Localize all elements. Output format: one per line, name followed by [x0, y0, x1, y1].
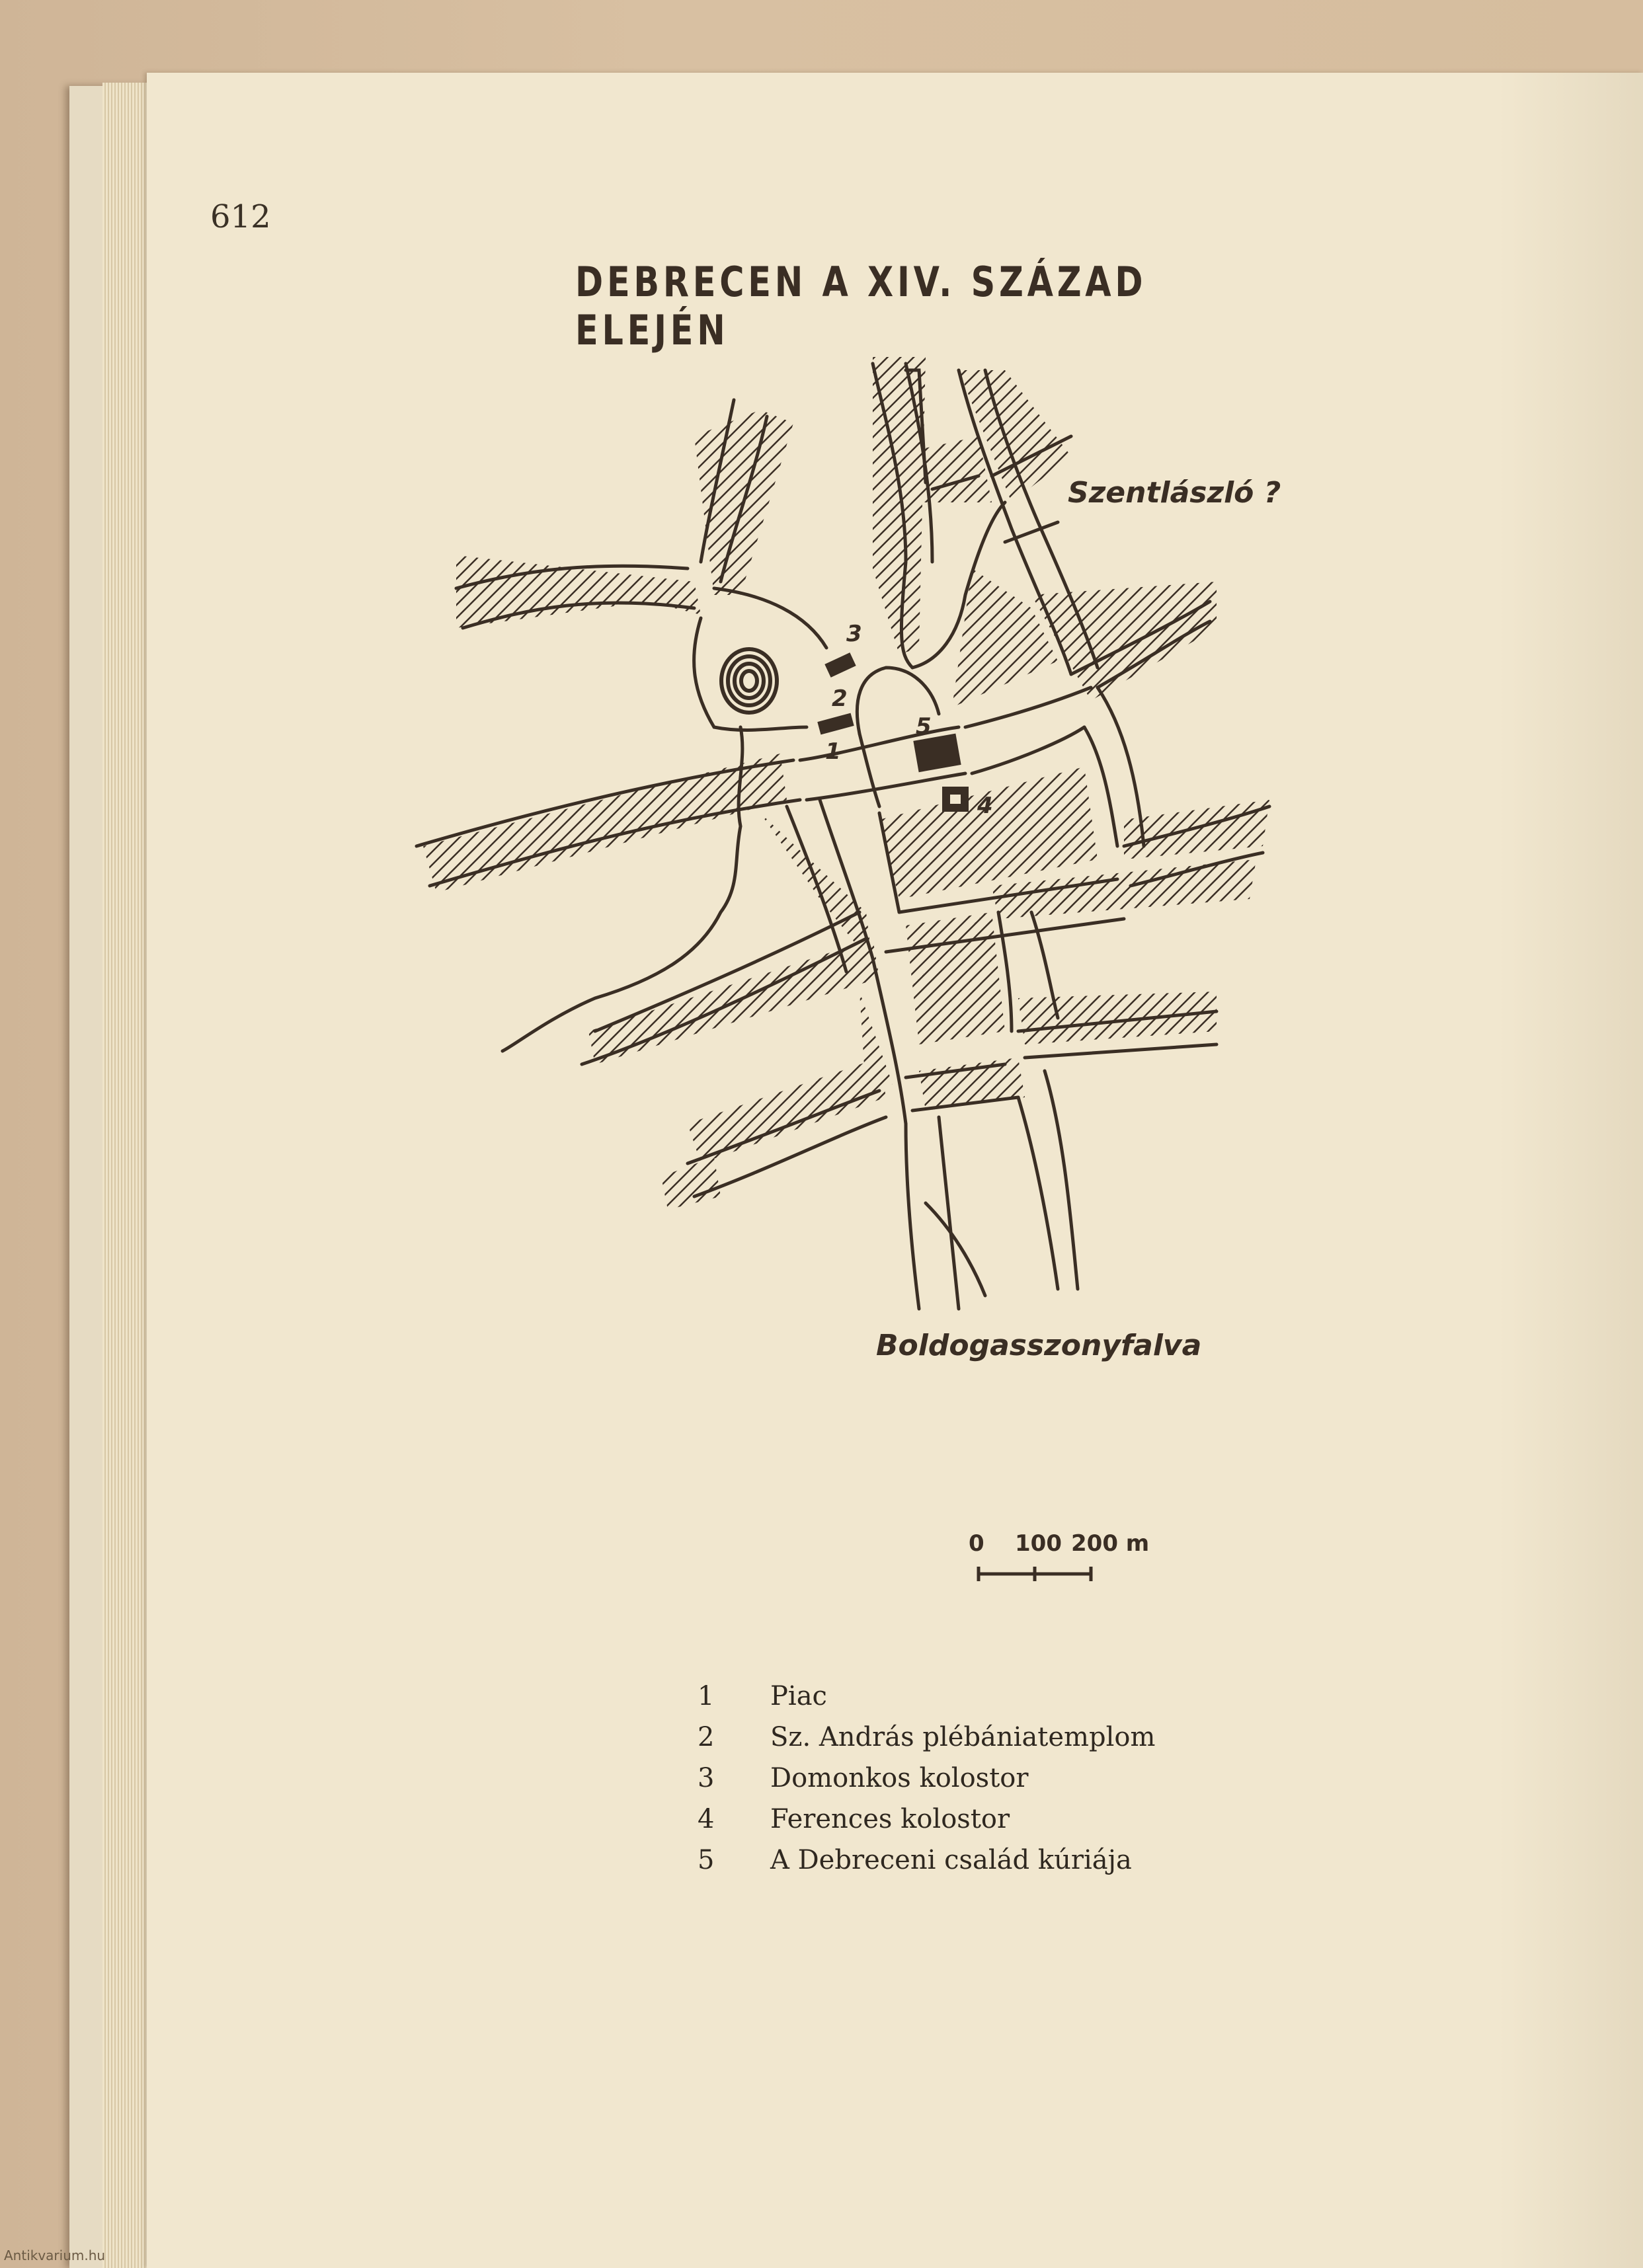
legend-item: [698, 1840, 1293, 1881]
legend-label: Sz. András plébániatemplom: [770, 1722, 1156, 1752]
legend-item: [698, 1717, 1293, 1758]
place-label-boldogasszonyfalva: Boldogasszonyfalva: [876, 1329, 1202, 1362]
market-hill: [721, 649, 777, 713]
map-legend: [698, 1676, 1293, 1881]
legend-number: 3: [698, 1763, 715, 1793]
building-4-window: [950, 795, 961, 804]
legend-item: [698, 1799, 1293, 1840]
watermark: Antikvarium.hu: [4, 2248, 106, 2263]
legend-number: 1: [698, 1681, 715, 1711]
scale-bar: [979, 1567, 1091, 1581]
scale-label-200m: 200 m: [1071, 1530, 1150, 1557]
legend-label: A Debreceni család kúriája: [770, 1845, 1132, 1875]
scale-label-0: 0: [969, 1530, 984, 1557]
legend-number: 5: [698, 1845, 715, 1875]
legend-label: Piac: [770, 1681, 827, 1711]
legend-label: Ferences kolostor: [770, 1804, 1010, 1834]
legend-number: 4: [698, 1804, 715, 1834]
legend-item: [698, 1758, 1293, 1799]
marker-1: 1: [825, 738, 841, 765]
marker-3: 3: [846, 621, 862, 647]
marker-5: 5: [916, 713, 932, 740]
marker-4: 4: [977, 793, 993, 819]
place-label-szentlaszlo: Szentlászló ?: [1068, 476, 1281, 510]
legend-item: [698, 1676, 1293, 1717]
legend-label: Domonkos kolostor: [770, 1763, 1029, 1793]
scale-label-100: 100: [1015, 1530, 1062, 1557]
marker-2: 2: [832, 685, 848, 712]
legend-number: 2: [698, 1722, 715, 1752]
map-title: DEBRECEN A XIV. SZÁZAD ELEJÉN: [575, 258, 1147, 354]
page-number: 612: [210, 198, 271, 235]
